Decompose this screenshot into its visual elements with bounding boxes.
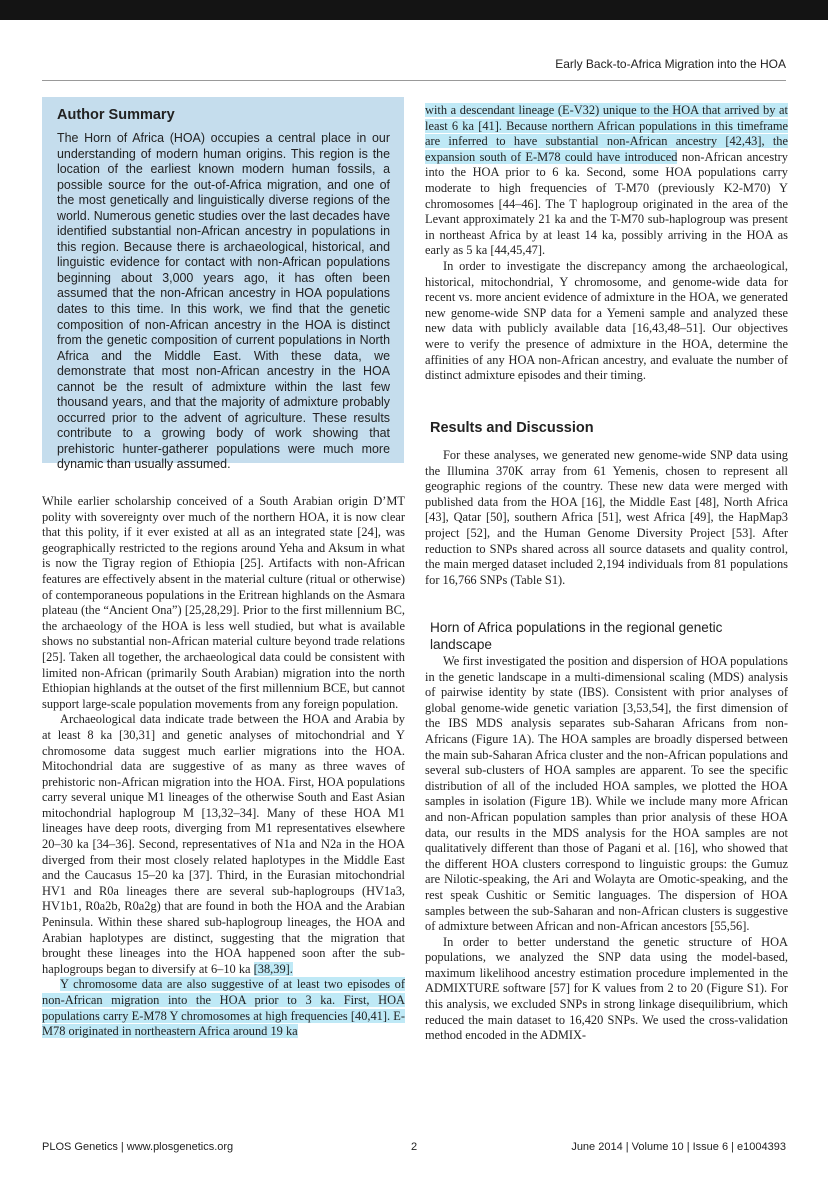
body-paragraph: In order to better understand the genetic structure of HOA populations, we analyzed the SNP data using the model-based, maximum likelihood ancestry estimation procedure implemented in the ADMIXTURE software [57] for K values from 2 to 20 (Figure S1). For this analysis, we excluded SNPs in strong linkage disequilibrium, which reduced the main dataset to 16,420 SNPs. We used the cross-validation method encoded in the ADMIX- — [425, 934, 788, 1043]
right-column-results — [425, 448, 788, 588]
footer-journal: PLOS Genetics | www.plosgenetics.org — [42, 1141, 234, 1153]
body-paragraph: In order to investigate the discrepancy among the archaeological, historical, mitochondrial, Y chromosome, and genome-wide data for recent vs. more ancient evidence of admixture in the HOA, we generated new genome-wide SNP data for a Yemeni sample and analyzed these new data with publicly available data [16,43,48–51]. Our objectives were to verify the presence of admixture in the HOA, determine the affinities of any HOA non-African ancestry, and evaluate the number of distinct admixture episodes and their timing. — [425, 258, 788, 383]
section-heading: Results and Discussion — [430, 420, 594, 436]
paragraph-text: non-African ancestry into the HOA prior to 6 ka. Second, some HOA populations carry moderate to high frequencies of T-M70 (previously K2-M70) Y chromosomes [44–46]. The T haplogroup originated in the area of the Levant approximately 21 ka and the T-M70 sub-haplogroup was present in northeast Africa by at least 14 ka, possibly arriving in the HOA as early as 5 ka [44,45,47]. — [425, 149, 788, 258]
body-paragraph — [42, 977, 405, 1039]
right-column-bottom — [425, 654, 788, 1044]
footer-page-number: 2 — [411, 1141, 418, 1153]
body-paragraph — [425, 103, 788, 259]
body-paragraph — [42, 712, 405, 977]
header-rule — [42, 80, 786, 81]
body-paragraph: For these analyses, we generated new genome-wide SNP data using the Illumina 370K array from 61 Yemenis, chosen to represent all geographic regions of the country. These new data were merged with published data from the HOA [16], the Middle East [48], North Africa [43], Qatar [50], southern Africa [51], west Africa [49], the HapMap3 project [52], and the Human Genome Diversity Project [53]. After reduction to SNPs shared across all source datasets and quality control, the main merged dataset included 2,194 individuals from 81 populations for 16,766 SNPs (Table S1). — [425, 448, 788, 587]
running-head: Early Back-to-Africa Migration into the HOA — [555, 57, 786, 71]
body-paragraph: We first investigated the position and dispersion of HOA populations in the genetic landscape in a multi-dimensional scaling (MDS) analysis of pairwise identity by state (IBS). Consistent with prior analyses of global genome-wide genetic variation [3,53,54], the first dimension of the IBS MDS analysis separates sub-Saharan Africans from non-Africans (Figure 1A). The HOA samples are broadly dispersed between the main sub-Saharan Africa cluster and the non-African populations and several sub-clusters of HOA samples are apparent. To see the specific distribution of all of the included HOA samples, we plotted the HOA samples in isolation (Figure 1B). While we include many more African and non-African population samples than prior analysis of these HOA data, our results in the MDS analysis for the HOA samples are not qualitatively different than those of Pagani et al. [16], who showed that the different HOA clusters correspond to linguistic groups: the Gumuz are Nilotic-speaking, the Ari and Wolayta are Omotic-speaking, and the rest speak Cushitic or Semitic languages. The dispersion of HOA samples between the sub-Saharan and non-African clusters is suggestive of admixture between African and non-African ancestors [55,56]. — [425, 654, 788, 934]
highlighted-text: [38,39]. — [253, 961, 293, 976]
author-summary-text: The Horn of Africa (HOA) occupies a central place in our understanding of modern human origins. This region is the location of the earliest known modern human fossils, a possible source for the out-of-Africa migration, and one of the most genetically and linguistically diverse regions of the world. Numerous genetic studies over the last decades have identified substantial non-African ancestry in populations in this region. Because there is archaeological, historical, and linguistic evidence for contact with non-African populations beginning about 3,000 years ago, it has often been assumed that the non-African ancestry in HOA populations dates to this time. In this work, we find that the genetic composition of non-African ancestry in the HOA is distinct from the genetic composition of current populations in North Africa and the Middle East. With these data, we demonstrate that most non-African ancestry in the HOA cannot be the result of admixture within the last few thousand years, and that the majority of admixture probably occurred prior to the advent of agriculture. These results contribute to a growing body of work showing that prehistoric hunter-gatherer populations were much more dynamic than usually assumed. — [57, 131, 390, 472]
right-column-top — [425, 103, 788, 384]
highlighted-text: with a descendant lineage (E-V32) unique to the HOA that arrived by at least 6 ka [41]. Because northern African populations in this timeframe are inferred to have substantial non-African ancestry [42,43], the expansion south of E-M78 could have introduced — [425, 103, 788, 164]
subsection-heading: Horn of Africa populations in the regional genetic landscape — [430, 620, 723, 652]
footer-issue: June 2014 | Volume 10 | Issue 6 | e1004393 — [571, 1141, 786, 1153]
highlighted-text: Y chromosome data are also suggestive of at least two episodes of non-African migration into the HOA prior to 3 ka. First, HOA populations carry E-M78 Y chromosomes at high frequencies [40,41]. E-M78 originated in northeastern Africa around 19 ka — [42, 977, 405, 1039]
left-column — [42, 494, 405, 1040]
author-summary-box — [42, 97, 404, 472]
body-paragraph: While earlier scholarship conceived of a South Arabian origin D’MT polity with sovereignty over much of the northern HOA, it is now clear that this polity, if it ever existed at all as an integrated state [24], was geographically restricted to the regions around Yeha and Aksum in what is now the Tigray region of Ethiopia [25]. Artifacts with non-African features are effectively absent in the material culture (ritual or otherwise) of contemporaneous populations in the Eritrean highlands on the Asmara plateau (the “Ancient Ona”) [25,28,29]. Prior to the first millennium BC, the archaeology of the HOA is less well studied, but what is available shows no substantial non-African material culture beyond trade relations [25]. Taken all together, the archaeological data could be consistent with limited non-African (primarily South Arabian) migration into the north Ethiopian highlands at the outset of the first millennium BCE, but cannot support large-scale population movements from any foreign population. — [42, 494, 405, 711]
top-bar — [0, 0, 828, 20]
author-summary-title: Author Summary — [57, 107, 175, 123]
paragraph-text: Archaeological data indicate trade between the HOA and Arabia by at least 8 ka [30,31] and genetic analyses of mitochondrial and Y chromosome data suggest much earlier migrations into the HOA. Mitochondrial data are suggestive of as many as three waves of prehistoric non-African migration into the HOA. First, HOA populations carry several unique M1 lineages of the otherwise South and East Asian mitochondrial haplogroup M [13,32–34]. Many of these HOA M1 lineages have deep roots, diverging from M1 representatives elsewhere 20–30 ka [34–36]. Second, representatives of N1a and N2a in the HOA diverged from their most closely related haplotypes in the Middle East and the Caucasus 15–20 ka [37]. Third, in the Eurasian mitochondrial HV1 and R0a lineages there are several sub-haplogroups (HV1a3, HV1b1, R0a2b, R0a2g) that are found in both the HOA and the Arabian Peninsula. Within these shared sub-haplogroup lineages, the HOA and Arabian haplotypes are distinct, suggesting that the migration that brought these lineages into the HOA happened soon after the sub-haplogroups began to diversify at 6–10 ka — [42, 712, 405, 976]
